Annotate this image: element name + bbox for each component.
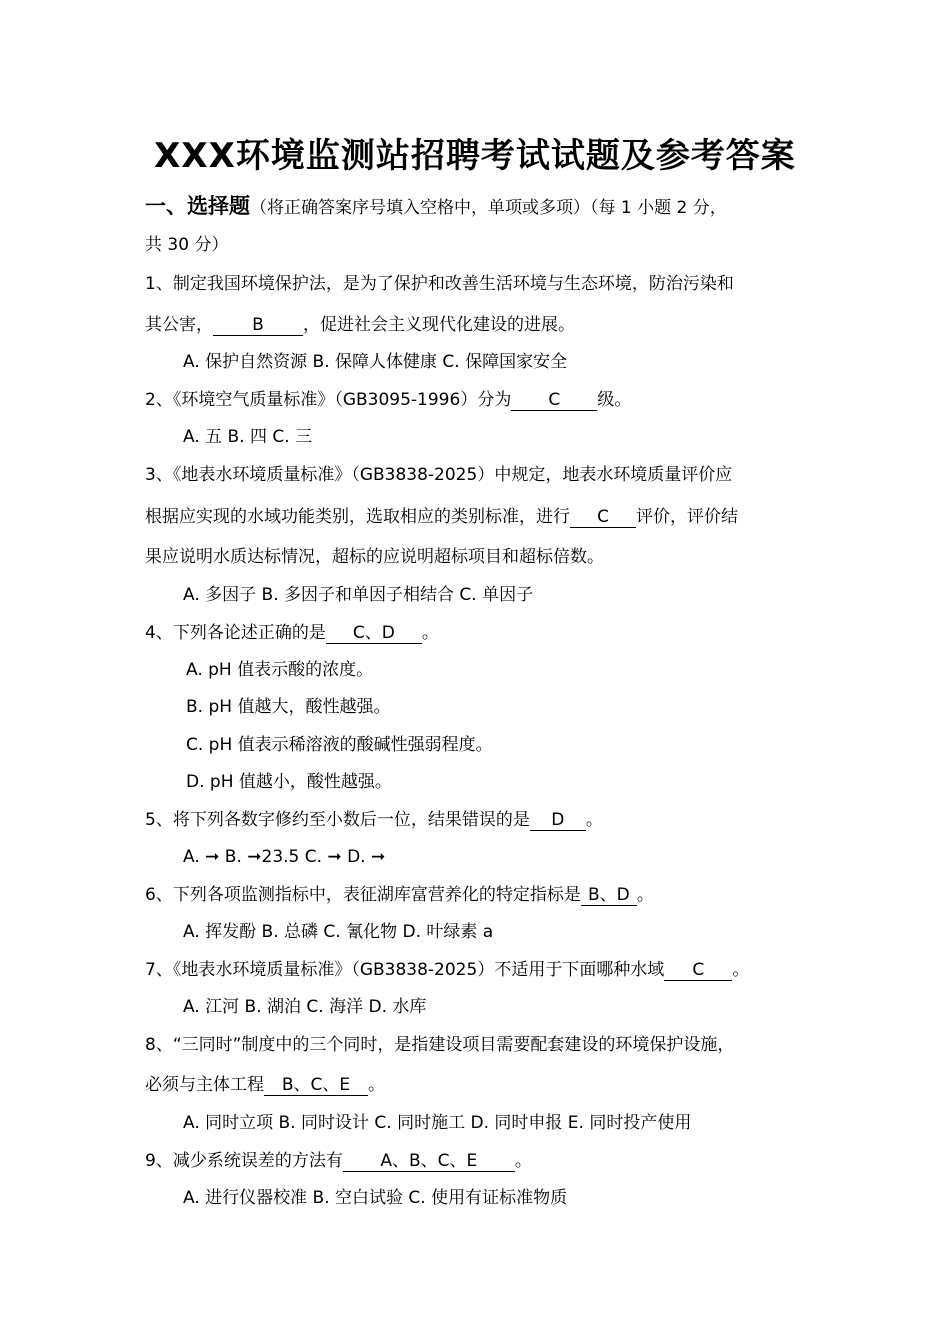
question-6-text-pre: 6、下列各项监测指标中，表征湖库富营养化的特定指标是 <box>145 885 581 905</box>
question-3-line-3: 果应说明水质达标情况，超标的应说明超标项目和超标倍数。 <box>145 547 604 567</box>
question-3-line-2 <box>145 505 738 529</box>
question-4-option-d: D. pH 值越小，酸性越强。 <box>186 772 392 792</box>
question-5-text-pre: 5、将下列各数字修约至小数后一位，结果错误的是 <box>145 810 530 830</box>
question-4-text-pre: 4、下列各论述正确的是 <box>145 623 326 643</box>
question-9 <box>145 1149 532 1173</box>
question-3-text-post: 评价，评价结 <box>636 507 738 527</box>
question-7-text-post: 。 <box>732 960 750 980</box>
question-4 <box>145 621 439 645</box>
question-5-options: A. ➞ B. ➞23.5 C. ➞ D. ➞ <box>183 847 386 867</box>
question-7 <box>145 958 749 982</box>
question-2 <box>145 388 631 412</box>
question-6-text-post: 。 <box>636 885 654 905</box>
question-7-options: A. 江河 B. 湖泊 C. 海洋 D. 水库 <box>183 997 427 1017</box>
section-note: （将正确答案序号填入空格中，单项或多项）（每 1 小题 2 分， <box>250 198 727 218</box>
section-heading-line <box>145 194 727 220</box>
question-1-options: A. 保护自然资源 B. 保障人体健康 C. 保障国家安全 <box>183 352 568 372</box>
question-4-option-b: B. pH 值越大，酸性越强。 <box>186 697 391 717</box>
question-4-option-c: C. pH 值表示稀溶液的酸碱性强弱程度。 <box>186 735 493 755</box>
question-7-text-pre: 7、《地表水环境质量标准》（GB3838-2025）不适用于下面哪种水域 <box>145 960 665 980</box>
question-4-text-post: 。 <box>421 623 439 643</box>
question-9-text-post: 。 <box>514 1151 532 1171</box>
question-1-line-1: 1、制定我国环境保护法，是为了保护和改善生活环境与生态环境，防治污染和 <box>145 274 734 294</box>
question-5-answer: D <box>530 810 586 831</box>
question-5-text-post: 。 <box>585 810 603 830</box>
question-2-text-pre: 2、《环境空气质量标准》（GB3095-1996）分为 <box>145 390 512 410</box>
question-5 <box>145 808 603 832</box>
question-1-answer: B <box>213 315 303 336</box>
question-1-line-2 <box>145 313 575 337</box>
question-6 <box>145 883 654 907</box>
question-2-options: A. 五 B. 四 C. 三 <box>183 427 313 447</box>
question-7-answer: C <box>664 960 732 981</box>
page-title: XXX环境监测站招聘考试试题及参考答案 <box>154 136 796 176</box>
question-8-line-2 <box>145 1073 385 1097</box>
question-2-answer: C <box>511 390 597 411</box>
question-4-option-a: A. pH 值表示酸的浓度。 <box>186 660 374 680</box>
question-8-text-pre: 必须与主体工程 <box>145 1075 264 1095</box>
question-3-answer: C <box>570 507 636 528</box>
section-heading: 一、选择题 <box>145 194 250 218</box>
question-9-answer: A、B、C、E <box>343 1151 515 1172</box>
question-4-answer: C、D <box>326 623 422 644</box>
question-8-text-post: 。 <box>368 1075 385 1095</box>
question-1-text-pre: 其公害， <box>145 315 213 335</box>
question-3-text-pre: 根据应实现的水域功能类别，选取相应的类别标准，进行 <box>145 507 570 527</box>
question-8-options: A. 同时立项 B. 同时设计 C. 同时施工 D. 同时申报 E. 同时投产使用 <box>183 1113 692 1133</box>
question-3-options: A. 多因子 B. 多因子和单因子相结合 C. 单因子 <box>183 585 534 605</box>
question-1-text-post: ，促进社会主义现代化建设的进展。 <box>303 315 575 335</box>
question-8-line-1: 8、“三同时”制度中的三个同时，是指建设项目需要配套建设的环境保护设施， <box>145 1035 735 1055</box>
question-3-line-1: 3、《地表水环境质量标准》（GB3838-2025）中规定，地表水环境质量评价应 <box>145 465 733 485</box>
question-9-options: A. 进行仪器校准 B. 空白试验 C. 使用有证标准物质 <box>183 1188 568 1208</box>
question-6-answer: B、D <box>581 885 637 906</box>
question-6-options: A. 挥发酚 B. 总磷 C. 氰化物 D. 叶绿素 a <box>183 922 494 942</box>
section-note-continued: 共 30 分） <box>145 235 229 255</box>
question-2-text-post: 级。 <box>597 390 632 410</box>
question-9-text-pre: 9、减少系统误差的方法有 <box>145 1151 343 1171</box>
question-8-answer: B、C、E <box>264 1075 368 1096</box>
